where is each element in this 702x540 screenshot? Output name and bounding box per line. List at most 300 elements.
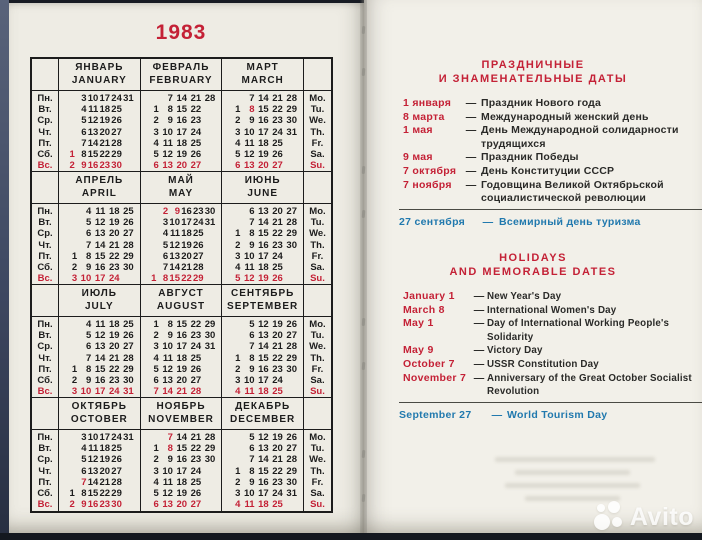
day-number: 15 bbox=[94, 250, 106, 262]
day-number bbox=[204, 228, 216, 239]
week-row bbox=[141, 330, 222, 341]
dash: — bbox=[465, 110, 477, 123]
holiday-text bbox=[481, 165, 699, 179]
quarter-header-row bbox=[32, 398, 331, 430]
day-number: 2 bbox=[71, 262, 78, 274]
week-row bbox=[59, 341, 140, 352]
day-number: 8 bbox=[249, 352, 255, 364]
weekday-label-en: We. bbox=[309, 341, 326, 353]
day-number: 23 bbox=[99, 499, 111, 511]
weekday-label-ru: Ср. bbox=[37, 341, 53, 353]
week-row bbox=[141, 477, 222, 488]
weekday-label-en: We. bbox=[309, 228, 326, 240]
quarter-body-row bbox=[32, 204, 331, 285]
week-row bbox=[222, 477, 303, 488]
week-row bbox=[222, 138, 303, 149]
day-number bbox=[145, 432, 159, 443]
week-row bbox=[141, 217, 222, 228]
day-number: 16 bbox=[176, 454, 188, 466]
weekday-label-en: We. bbox=[309, 115, 326, 127]
holiday-date: 7 октября bbox=[403, 164, 457, 177]
day-number: 25 bbox=[190, 476, 202, 488]
day-number: 19 bbox=[176, 488, 188, 500]
day-number: 25 bbox=[190, 137, 202, 149]
weekday-label-en: We. bbox=[309, 454, 326, 466]
day-number: 30 bbox=[204, 206, 216, 217]
quarter-header-row bbox=[32, 172, 331, 204]
week-row bbox=[141, 149, 222, 160]
day-number bbox=[283, 138, 297, 149]
day-number: 28 bbox=[190, 386, 202, 398]
day-number: 11 bbox=[95, 319, 106, 330]
day-number: 7 bbox=[249, 217, 255, 229]
weekday-label-en: Mo. bbox=[309, 206, 326, 217]
weekday-labels-en bbox=[304, 204, 331, 285]
day-number: 19 bbox=[176, 149, 188, 161]
day-number: 31 bbox=[123, 93, 134, 104]
en-tourism-day-entry bbox=[399, 408, 607, 422]
day-number: 9 bbox=[174, 206, 180, 217]
day-number: 9 bbox=[249, 115, 255, 127]
weekday-labels-ru bbox=[32, 204, 59, 285]
day-number: 28 bbox=[192, 262, 204, 274]
holiday-date: 1 января bbox=[403, 97, 452, 109]
day-number: 12 bbox=[87, 115, 99, 127]
day-number bbox=[204, 262, 216, 273]
month-name-ru: МАРТ bbox=[246, 62, 279, 73]
day-number: 1 bbox=[153, 443, 159, 455]
week-row bbox=[222, 273, 303, 284]
day-number: 8 bbox=[167, 104, 173, 116]
day-number: 10 bbox=[162, 126, 173, 138]
holiday-text-line: Годовщина Великой Октябрьской bbox=[481, 178, 664, 191]
holiday-text-line: Праздник Нового года bbox=[481, 97, 602, 109]
day-number: 29 bbox=[123, 250, 134, 262]
day-number bbox=[63, 115, 75, 126]
day-number: 28 bbox=[123, 352, 134, 364]
day-number: 21 bbox=[181, 262, 192, 274]
day-number: 13 bbox=[162, 160, 173, 172]
day-number: 10 bbox=[87, 432, 99, 443]
day-number: 11 bbox=[162, 476, 173, 488]
day-number bbox=[145, 217, 157, 228]
day-number: 13 bbox=[94, 228, 106, 240]
day-number: 27 bbox=[286, 330, 297, 342]
day-number: 4 bbox=[235, 137, 241, 149]
month-name-en: JULY bbox=[85, 300, 114, 312]
day-number: 5 bbox=[153, 488, 159, 500]
week-row bbox=[141, 499, 222, 510]
day-number: 12 bbox=[169, 239, 180, 251]
day-number bbox=[201, 488, 215, 499]
day-number: 5 bbox=[249, 432, 255, 443]
week-row bbox=[141, 262, 222, 273]
day-number: 5 bbox=[81, 454, 87, 466]
day-number: 1 bbox=[153, 319, 159, 330]
day-number: 19 bbox=[108, 330, 120, 342]
day-number: 2 bbox=[69, 499, 75, 511]
weekday-label-en: Su. bbox=[310, 160, 325, 172]
day-number bbox=[201, 138, 215, 149]
day-number: 3 bbox=[153, 341, 159, 353]
day-number bbox=[226, 217, 240, 228]
day-number: 30 bbox=[204, 454, 216, 466]
day-number: 17 bbox=[99, 432, 111, 443]
day-number: 17 bbox=[181, 217, 192, 229]
month-name-en: OCTOBER bbox=[70, 413, 128, 425]
month-header-november bbox=[141, 398, 223, 430]
day-number bbox=[63, 138, 75, 149]
weekday-label-ru: Вс. bbox=[37, 273, 53, 285]
avito-logo-icon bbox=[594, 501, 625, 531]
day-number bbox=[145, 240, 157, 251]
week-row bbox=[222, 443, 303, 454]
corner-cell bbox=[304, 285, 331, 317]
day-number: 4 bbox=[235, 386, 241, 398]
day-number: 2 bbox=[69, 160, 75, 172]
day-number: 8 bbox=[85, 363, 92, 375]
holiday-date: 9 мая bbox=[403, 151, 433, 164]
day-number: 23 bbox=[108, 375, 120, 387]
day-number: 18 bbox=[108, 206, 120, 217]
day-number bbox=[63, 319, 77, 330]
day-number bbox=[201, 386, 215, 397]
month-name-ru: ФЕВРАЛЬ bbox=[152, 62, 210, 73]
ru-tourism-text: Всемирный день туризма bbox=[499, 216, 641, 228]
weekday-label-ru: Сб. bbox=[37, 375, 53, 387]
day-number: 24 bbox=[108, 386, 120, 398]
corner-cell bbox=[32, 59, 59, 91]
week-row bbox=[141, 138, 222, 149]
week-row bbox=[222, 228, 303, 239]
week-row bbox=[222, 353, 303, 364]
day-number: 23 bbox=[190, 454, 202, 466]
day-number: 21 bbox=[99, 137, 111, 149]
day-number: 15 bbox=[94, 363, 106, 375]
month-days-january bbox=[59, 91, 141, 172]
day-number: 8 bbox=[249, 104, 255, 116]
day-number bbox=[122, 499, 134, 510]
day-number: 11 bbox=[244, 137, 255, 149]
weekday-label-en: Tu. bbox=[310, 330, 325, 342]
month-header-january bbox=[59, 59, 141, 91]
day-number: 23 bbox=[272, 239, 283, 251]
day-number: 14 bbox=[258, 93, 269, 104]
day-number: 15 bbox=[176, 443, 188, 455]
day-number bbox=[122, 104, 134, 115]
day-number: 25 bbox=[272, 499, 283, 511]
day-number: 18 bbox=[99, 104, 111, 116]
binding-stitch bbox=[362, 450, 366, 458]
holiday-text bbox=[487, 304, 699, 318]
day-number bbox=[63, 330, 77, 341]
day-number: 10 bbox=[87, 93, 99, 104]
day-number: 14 bbox=[87, 137, 99, 149]
day-number: 29 bbox=[192, 273, 204, 285]
day-number: 6 bbox=[85, 228, 92, 240]
month-name-ru: ИЮНЬ bbox=[244, 175, 281, 186]
day-number: 18 bbox=[258, 386, 269, 398]
day-number: 26 bbox=[190, 363, 202, 375]
week-row bbox=[222, 149, 303, 160]
holiday-item-ru bbox=[403, 165, 699, 179]
week-row bbox=[222, 432, 303, 443]
day-number: 2 bbox=[153, 115, 159, 127]
day-number: 22 bbox=[108, 363, 120, 375]
day-number: 25 bbox=[272, 137, 283, 149]
weekday-label-en: Su. bbox=[310, 386, 325, 398]
dash: — bbox=[491, 409, 503, 421]
weekday-label-ru: Пн. bbox=[37, 206, 53, 217]
day-number: 27 bbox=[272, 160, 283, 172]
day-number: 26 bbox=[190, 488, 202, 500]
holiday-item-ru bbox=[403, 124, 699, 151]
day-number: 14 bbox=[94, 239, 106, 251]
week-row bbox=[59, 160, 140, 171]
week-row bbox=[59, 138, 140, 149]
month-name-en: NOVEMBER bbox=[148, 413, 214, 425]
day-number: 18 bbox=[176, 476, 188, 488]
weekday-label-ru: Пт. bbox=[38, 250, 52, 262]
holiday-text-line: Solidarity bbox=[487, 330, 534, 343]
day-number: 17 bbox=[176, 341, 188, 353]
day-number: 17 bbox=[258, 375, 269, 387]
day-number: 27 bbox=[123, 228, 134, 240]
day-number: 9 bbox=[249, 363, 255, 375]
day-number: 21 bbox=[108, 239, 120, 251]
day-number: 13 bbox=[258, 330, 269, 342]
day-number: 1 bbox=[71, 250, 78, 262]
day-number: 18 bbox=[181, 228, 192, 240]
day-number: 21 bbox=[272, 93, 283, 104]
day-number: 10 bbox=[244, 375, 255, 387]
week-row bbox=[141, 228, 222, 239]
day-number: 22 bbox=[272, 104, 283, 116]
weekday-label-ru: Пн. bbox=[37, 319, 53, 330]
weekday-label-ru: Сб. bbox=[37, 262, 53, 274]
day-number bbox=[226, 341, 240, 352]
day-number: 31 bbox=[286, 126, 297, 138]
day-number: 22 bbox=[181, 273, 192, 285]
day-number: 14 bbox=[176, 93, 188, 104]
weekday-label-en: Th. bbox=[310, 465, 325, 477]
day-number: 3 bbox=[71, 386, 78, 398]
month-name-ru: АВГУСТ bbox=[158, 288, 204, 299]
day-number bbox=[63, 454, 75, 465]
month-name-en: DECEMBER bbox=[230, 413, 296, 425]
day-number bbox=[122, 138, 134, 149]
day-number: 5 bbox=[153, 149, 159, 161]
holiday-item-ru bbox=[403, 151, 699, 165]
holiday-item-en bbox=[403, 372, 699, 399]
day-number: 3 bbox=[153, 465, 159, 477]
page-showthrough bbox=[515, 470, 630, 475]
day-number: 4 bbox=[235, 499, 241, 511]
day-number: 28 bbox=[111, 476, 122, 488]
day-number: 14 bbox=[258, 454, 269, 466]
day-number bbox=[226, 93, 240, 104]
day-number: 8 bbox=[81, 488, 87, 500]
week-row bbox=[222, 115, 303, 126]
day-number: 30 bbox=[123, 375, 134, 387]
day-number: 10 bbox=[244, 488, 255, 500]
day-number: 17 bbox=[258, 126, 269, 138]
day-number bbox=[226, 443, 240, 454]
holiday-text-line: Праздник Победы bbox=[481, 151, 579, 164]
day-number: 25 bbox=[111, 443, 122, 455]
day-number: 28 bbox=[204, 93, 216, 104]
week-row bbox=[59, 319, 140, 330]
day-number: 28 bbox=[286, 93, 297, 104]
day-number: 1 bbox=[235, 465, 241, 477]
week-row bbox=[222, 104, 303, 115]
day-number: 16 bbox=[258, 363, 269, 375]
week-row bbox=[59, 251, 140, 262]
day-number: 26 bbox=[111, 115, 122, 127]
day-number: 8 bbox=[81, 149, 87, 161]
weekday-label-en: Fr. bbox=[311, 137, 324, 149]
day-number: 19 bbox=[258, 149, 269, 161]
week-row bbox=[222, 319, 303, 330]
weekday-label-en: Mo. bbox=[309, 93, 326, 104]
day-number: 22 bbox=[108, 250, 120, 262]
holiday-text-line: Day of International Working People's bbox=[487, 317, 670, 330]
en-tourism-date: September 27 bbox=[399, 409, 472, 421]
day-number: 28 bbox=[286, 217, 297, 229]
day-number: 29 bbox=[286, 104, 297, 116]
month-name-ru: АПРЕЛЬ bbox=[75, 175, 124, 186]
day-number bbox=[226, 432, 240, 443]
day-number: 29 bbox=[286, 465, 297, 477]
day-number: 3 bbox=[81, 93, 87, 104]
day-number: 19 bbox=[181, 239, 192, 251]
day-number: 27 bbox=[123, 341, 134, 353]
day-number: 7 bbox=[81, 137, 87, 149]
day-number: 24 bbox=[190, 465, 202, 477]
day-number: 2 bbox=[153, 454, 159, 466]
week-row bbox=[141, 319, 222, 330]
holiday-item-en bbox=[403, 304, 699, 318]
day-number: 1 bbox=[153, 104, 159, 116]
day-number bbox=[201, 466, 215, 477]
day-number: 22 bbox=[99, 488, 111, 500]
day-number: 29 bbox=[286, 352, 297, 364]
week-row bbox=[222, 341, 303, 352]
day-number: 17 bbox=[258, 488, 269, 500]
day-number: 16 bbox=[87, 499, 99, 511]
day-number bbox=[201, 353, 215, 364]
day-number: 21 bbox=[272, 454, 283, 466]
day-number bbox=[283, 386, 297, 397]
day-number: 9 bbox=[81, 160, 87, 172]
day-number: 12 bbox=[94, 217, 106, 229]
day-number bbox=[201, 115, 215, 126]
en-holidays-list bbox=[403, 290, 699, 399]
holiday-item-en bbox=[403, 358, 699, 372]
day-number: 23 bbox=[99, 160, 111, 172]
week-row bbox=[59, 499, 140, 510]
weekday-label-en: Su. bbox=[310, 499, 325, 511]
day-number: 2 bbox=[235, 115, 241, 127]
day-number: 25 bbox=[272, 262, 283, 274]
week-row bbox=[59, 240, 140, 251]
weekday-label-en: Th. bbox=[310, 126, 325, 138]
day-number: 21 bbox=[176, 386, 188, 398]
day-number: 16 bbox=[258, 115, 269, 127]
day-number: 13 bbox=[87, 126, 99, 138]
day-number: 24 bbox=[190, 126, 202, 138]
day-number: 17 bbox=[94, 386, 106, 398]
week-row bbox=[222, 240, 303, 251]
week-row bbox=[59, 353, 140, 364]
day-number: 10 bbox=[162, 341, 173, 353]
day-number: 30 bbox=[111, 499, 122, 511]
day-number: 26 bbox=[123, 217, 134, 229]
holiday-text bbox=[487, 290, 699, 304]
day-number: 19 bbox=[272, 432, 283, 443]
year-title: 1983 bbox=[155, 21, 207, 44]
month-days-november bbox=[141, 430, 223, 511]
weekday-label-ru: Чт. bbox=[38, 126, 52, 138]
weekday-label-en: Tu. bbox=[310, 217, 325, 229]
holiday-item-en bbox=[403, 290, 699, 304]
month-name-ru: ЯНВАРЬ bbox=[75, 62, 124, 73]
day-number: 17 bbox=[176, 126, 188, 138]
dash: — bbox=[465, 124, 477, 137]
day-number: 5 bbox=[153, 363, 159, 375]
holiday-text-line: Victory Day bbox=[487, 344, 543, 357]
day-number: 20 bbox=[108, 341, 120, 353]
page-showthrough bbox=[505, 483, 640, 488]
day-number: 24 bbox=[190, 341, 202, 353]
corner-cell bbox=[32, 172, 59, 204]
day-number: 3 bbox=[81, 432, 87, 443]
day-number bbox=[63, 477, 75, 488]
day-number: 1 bbox=[235, 104, 241, 116]
day-number: 27 bbox=[111, 465, 122, 477]
weekday-labels-en bbox=[304, 317, 331, 398]
day-number: 7 bbox=[153, 386, 159, 398]
day-number: 21 bbox=[272, 217, 283, 229]
day-number: 30 bbox=[286, 239, 297, 251]
day-number: 12 bbox=[162, 149, 173, 161]
day-number: 24 bbox=[272, 375, 283, 387]
day-number: 31 bbox=[204, 341, 216, 353]
day-number: 12 bbox=[162, 363, 173, 375]
weekday-labels-en bbox=[304, 91, 331, 172]
day-number: 23 bbox=[108, 262, 120, 274]
day-number: 16 bbox=[181, 206, 192, 217]
week-row bbox=[222, 160, 303, 171]
day-number: 27 bbox=[286, 206, 297, 217]
day-number bbox=[63, 104, 75, 115]
day-number: 6 bbox=[153, 375, 159, 387]
day-number: 19 bbox=[99, 115, 111, 127]
month-days-july bbox=[59, 317, 141, 398]
weekday-label-en: Th. bbox=[310, 239, 325, 251]
weekday-label-en: Sa. bbox=[310, 262, 325, 274]
day-number: 17 bbox=[258, 250, 269, 262]
day-number: 12 bbox=[244, 273, 255, 285]
month-days-september bbox=[222, 317, 304, 398]
day-number: 7 bbox=[249, 93, 255, 104]
month-name-en: APRIL bbox=[81, 187, 117, 199]
day-number: 20 bbox=[99, 465, 111, 477]
day-number: 22 bbox=[190, 319, 202, 330]
ru-holidays-list bbox=[403, 97, 699, 206]
month-header-august bbox=[141, 285, 223, 317]
dash: — bbox=[465, 97, 477, 109]
